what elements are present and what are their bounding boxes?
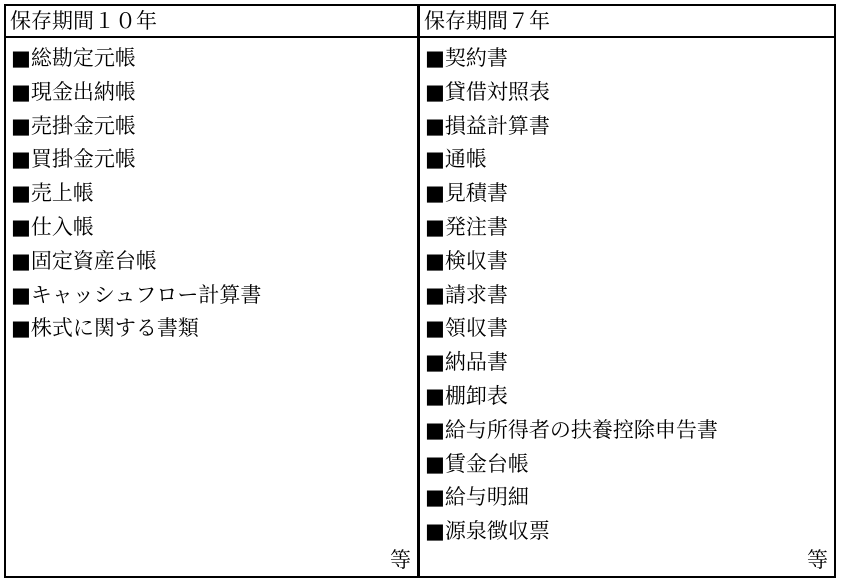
retention-period-table [4, 4, 836, 578]
list-item: ■損益計算書 [425, 113, 550, 138]
list-item: ■仕入帳 [11, 214, 94, 239]
header-7-years: 保存期間７年 [420, 6, 834, 38]
list-10-years [11, 42, 417, 346]
list-7-years [425, 42, 834, 549]
list-item: ■株式に関する書類 [11, 316, 199, 341]
list-item: ■売上帳 [11, 181, 94, 206]
list-10-years-cell [6, 38, 420, 576]
list-item: ■総勘定元帳 [11, 46, 136, 70]
list-item: ■納品書 [425, 350, 508, 375]
list-item: ■請求書 [425, 282, 508, 307]
list-item: ■給与所得者の扶養控除申告書 [425, 417, 718, 442]
etc-label-7-years: 等 [807, 548, 828, 572]
list-item: ■棚卸表 [425, 383, 508, 408]
list-item: ■検収書 [425, 248, 508, 273]
list-item: ■現金出納帳 [11, 79, 136, 104]
list-item: ■貸借対照表 [425, 79, 550, 104]
etc-label-10-years: 等 [390, 548, 411, 572]
list-item: ■給与明細 [425, 485, 529, 510]
header-10-years: 保存期間１０年 [6, 6, 420, 38]
list-item: ■売掛金元帳 [11, 113, 136, 138]
list-item: ■発注書 [425, 214, 508, 239]
list-item: ■領収書 [425, 316, 508, 341]
list-item: ■買掛金元帳 [11, 147, 136, 172]
list-7-years-cell [420, 38, 834, 576]
list-item: ■通帳 [425, 147, 487, 172]
list-item: ■源泉徴収票 [425, 519, 550, 544]
list-item: ■賃金台帳 [425, 451, 529, 476]
list-item: ■見積書 [425, 181, 508, 206]
list-item: ■固定資産台帳 [11, 248, 157, 273]
list-item: ■契約書 [425, 46, 508, 70]
list-item: ■キャッシュフロー計算書 [11, 282, 262, 307]
